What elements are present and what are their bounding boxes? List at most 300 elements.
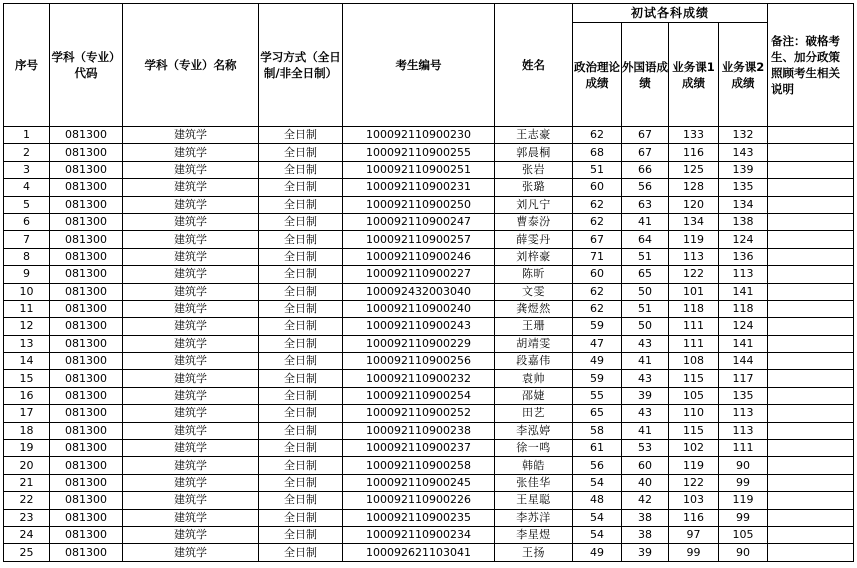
- cell-foreign: 51: [622, 300, 669, 317]
- cell-politics: 62: [573, 196, 622, 213]
- table-body: [4, 127, 854, 562]
- cell-study-mode: 全日制: [259, 422, 343, 439]
- cell-seq: 25: [4, 544, 50, 561]
- cell-subject-name: 建筑学: [123, 457, 259, 474]
- cell-seq: 7: [4, 231, 50, 248]
- cell-name: 邵婕: [495, 387, 573, 404]
- cell-exam-no: 100092110900237: [343, 440, 495, 457]
- cell-course1: 133: [669, 127, 719, 144]
- cell-study-mode: 全日制: [259, 196, 343, 213]
- cell-course1: 101: [669, 283, 719, 300]
- cell-note: [768, 353, 854, 370]
- cell-seq: 12: [4, 318, 50, 335]
- cell-exam-no: 100092110900243: [343, 318, 495, 335]
- cell-note: [768, 266, 854, 283]
- table-row: [4, 353, 854, 370]
- cell-subject-code: 081300: [50, 144, 123, 161]
- table-row: [4, 492, 854, 509]
- cell-study-mode: 全日制: [259, 474, 343, 491]
- cell-name: 李苏洋: [495, 509, 573, 526]
- table-row: [4, 544, 854, 561]
- cell-study-mode: 全日制: [259, 440, 343, 457]
- cell-name: 胡靖雯: [495, 335, 573, 352]
- cell-seq: 23: [4, 509, 50, 526]
- cell-exam-no: 100092110900250: [343, 196, 495, 213]
- cell-seq: 10: [4, 283, 50, 300]
- cell-foreign: 41: [622, 353, 669, 370]
- cell-seq: 18: [4, 422, 50, 439]
- cell-name: 李泓婷: [495, 422, 573, 439]
- cell-study-mode: 全日制: [259, 405, 343, 422]
- cell-subject-name: 建筑学: [123, 335, 259, 352]
- cell-foreign: 39: [622, 544, 669, 561]
- cell-exam-no: 100092110900226: [343, 492, 495, 509]
- cell-note: [768, 474, 854, 491]
- table-row: [4, 405, 854, 422]
- cell-course2: 141: [719, 335, 768, 352]
- cell-note: [768, 144, 854, 161]
- cell-note: [768, 509, 854, 526]
- cell-name: 李星煜: [495, 526, 573, 543]
- cell-subject-code: 081300: [50, 526, 123, 543]
- cell-seq: 21: [4, 474, 50, 491]
- cell-foreign: 43: [622, 335, 669, 352]
- cell-subject-name: 建筑学: [123, 248, 259, 265]
- cell-subject-code: 081300: [50, 509, 123, 526]
- cell-politics: 49: [573, 544, 622, 561]
- table-row: [4, 526, 854, 543]
- cell-subject-code: 081300: [50, 422, 123, 439]
- cell-course2: 90: [719, 457, 768, 474]
- cell-subject-code: 081300: [50, 231, 123, 248]
- cell-course1: 134: [669, 213, 719, 230]
- table-row: [4, 179, 854, 196]
- cell-exam-no: 100092432003040: [343, 283, 495, 300]
- cell-course1: 113: [669, 248, 719, 265]
- cell-study-mode: 全日制: [259, 248, 343, 265]
- cell-course1: 122: [669, 474, 719, 491]
- cell-name: 王星聪: [495, 492, 573, 509]
- cell-subject-code: 081300: [50, 127, 123, 144]
- cell-note: [768, 127, 854, 144]
- cell-name: 薛雯丹: [495, 231, 573, 248]
- cell-course2: 90: [719, 544, 768, 561]
- cell-note: [768, 440, 854, 457]
- cell-subject-name: 建筑学: [123, 353, 259, 370]
- cell-foreign: 51: [622, 248, 669, 265]
- table-row: [4, 196, 854, 213]
- header-subject-code: 学科（专业）代码: [50, 4, 123, 127]
- cell-politics: 49: [573, 353, 622, 370]
- cell-subject-name: 建筑学: [123, 144, 259, 161]
- header-name: 姓名: [495, 4, 573, 127]
- table-row: [4, 144, 854, 161]
- cell-note: [768, 492, 854, 509]
- cell-subject-name: 建筑学: [123, 440, 259, 457]
- cell-subject-code: 081300: [50, 266, 123, 283]
- cell-exam-no: 100092110900257: [343, 231, 495, 248]
- cell-course1: 102: [669, 440, 719, 457]
- header-exam-no: 考生编号: [343, 4, 495, 127]
- cell-note: [768, 544, 854, 561]
- cell-politics: 62: [573, 300, 622, 317]
- cell-subject-name: 建筑学: [123, 509, 259, 526]
- table-row: [4, 318, 854, 335]
- cell-seq: 9: [4, 266, 50, 283]
- table-row: [4, 213, 854, 230]
- cell-course1: 108: [669, 353, 719, 370]
- cell-note: [768, 196, 854, 213]
- table-row: [4, 283, 854, 300]
- cell-subject-name: 建筑学: [123, 422, 259, 439]
- cell-subject-name: 建筑学: [123, 196, 259, 213]
- cell-foreign: 67: [622, 127, 669, 144]
- cell-politics: 60: [573, 266, 622, 283]
- cell-exam-no: 100092110900240: [343, 300, 495, 317]
- cell-name: 段嘉伟: [495, 353, 573, 370]
- cell-course1: 110: [669, 405, 719, 422]
- cell-exam-no: 100092110900235: [343, 509, 495, 526]
- cell-name: 王珊: [495, 318, 573, 335]
- cell-course2: 144: [719, 353, 768, 370]
- cell-subject-name: 建筑学: [123, 405, 259, 422]
- cell-course2: 105: [719, 526, 768, 543]
- cell-name: 张岩: [495, 161, 573, 178]
- cell-study-mode: 全日制: [259, 544, 343, 561]
- cell-course1: 122: [669, 266, 719, 283]
- cell-foreign: 43: [622, 370, 669, 387]
- cell-subject-name: 建筑学: [123, 492, 259, 509]
- cell-foreign: 50: [622, 318, 669, 335]
- cell-study-mode: 全日制: [259, 161, 343, 178]
- cell-seq: 24: [4, 526, 50, 543]
- header-subject-name: 学科（专业）名称: [123, 4, 259, 127]
- cell-study-mode: 全日制: [259, 231, 343, 248]
- cell-subject-name: 建筑学: [123, 300, 259, 317]
- cell-politics: 60: [573, 179, 622, 196]
- cell-note: [768, 179, 854, 196]
- cell-name: 徐一鸣: [495, 440, 573, 457]
- cell-course1: 97: [669, 526, 719, 543]
- cell-course2: 136: [719, 248, 768, 265]
- cell-note: [768, 318, 854, 335]
- cell-course2: 141: [719, 283, 768, 300]
- cell-exam-no: 100092110900252: [343, 405, 495, 422]
- cell-politics: 54: [573, 474, 622, 491]
- cell-foreign: 63: [622, 196, 669, 213]
- cell-course1: 116: [669, 144, 719, 161]
- cell-course1: 99: [669, 544, 719, 561]
- cell-seq: 15: [4, 370, 50, 387]
- cell-study-mode: 全日制: [259, 492, 343, 509]
- cell-course2: 135: [719, 179, 768, 196]
- cell-note: [768, 300, 854, 317]
- cell-study-mode: 全日制: [259, 179, 343, 196]
- cell-name: 袁帅: [495, 370, 573, 387]
- cell-subject-code: 081300: [50, 474, 123, 491]
- cell-course1: 119: [669, 231, 719, 248]
- cell-course2: 111: [719, 440, 768, 457]
- cell-politics: 59: [573, 318, 622, 335]
- cell-seq: 1: [4, 127, 50, 144]
- table-row: [4, 300, 854, 317]
- cell-study-mode: 全日制: [259, 144, 343, 161]
- cell-foreign: 60: [622, 457, 669, 474]
- cell-course1: 116: [669, 509, 719, 526]
- cell-course2: 134: [719, 196, 768, 213]
- cell-course2: 113: [719, 405, 768, 422]
- cell-exam-no: 100092110900229: [343, 335, 495, 352]
- table-row: [4, 127, 854, 144]
- cell-subject-name: 建筑学: [123, 161, 259, 178]
- cell-seq: 6: [4, 213, 50, 230]
- cell-note: [768, 526, 854, 543]
- cell-note: [768, 231, 854, 248]
- cell-foreign: 67: [622, 144, 669, 161]
- cell-note: [768, 335, 854, 352]
- cell-study-mode: 全日制: [259, 266, 343, 283]
- table-row: [4, 422, 854, 439]
- cell-foreign: 50: [622, 283, 669, 300]
- cell-exam-no: 100092110900227: [343, 266, 495, 283]
- cell-foreign: 41: [622, 422, 669, 439]
- cell-note: [768, 457, 854, 474]
- cell-subject-code: 081300: [50, 335, 123, 352]
- cell-subject-name: 建筑学: [123, 231, 259, 248]
- cell-foreign: 42: [622, 492, 669, 509]
- cell-foreign: 64: [622, 231, 669, 248]
- table-row: [4, 440, 854, 457]
- cell-course2: 117: [719, 370, 768, 387]
- cell-study-mode: 全日制: [259, 300, 343, 317]
- cell-course2: 99: [719, 509, 768, 526]
- cell-subject-code: 081300: [50, 179, 123, 196]
- cell-course1: 125: [669, 161, 719, 178]
- cell-foreign: 40: [622, 474, 669, 491]
- cell-exam-no: 100092110900254: [343, 387, 495, 404]
- cell-name: 陈昕: [495, 266, 573, 283]
- cell-seq: 2: [4, 144, 50, 161]
- header-study-mode: 学习方式（全日制/非全日制）: [259, 4, 343, 127]
- cell-exam-no: 100092110900232: [343, 370, 495, 387]
- cell-politics: 54: [573, 509, 622, 526]
- cell-note: [768, 370, 854, 387]
- table-row: [4, 161, 854, 178]
- cell-foreign: 39: [622, 387, 669, 404]
- cell-politics: 54: [573, 526, 622, 543]
- score-table: [3, 3, 854, 562]
- cell-name: 王扬: [495, 544, 573, 561]
- cell-foreign: 41: [622, 213, 669, 230]
- header-seq: 序号: [4, 4, 50, 127]
- cell-subject-name: 建筑学: [123, 474, 259, 491]
- cell-subject-name: 建筑学: [123, 283, 259, 300]
- cell-course1: 111: [669, 335, 719, 352]
- cell-study-mode: 全日制: [259, 213, 343, 230]
- cell-subject-code: 081300: [50, 213, 123, 230]
- cell-course2: 143: [719, 144, 768, 161]
- cell-exam-no: 100092110900231: [343, 179, 495, 196]
- cell-course2: 99: [719, 474, 768, 491]
- cell-politics: 48: [573, 492, 622, 509]
- cell-course2: 132: [719, 127, 768, 144]
- cell-seq: 11: [4, 300, 50, 317]
- cell-subject-code: 081300: [50, 353, 123, 370]
- cell-subject-name: 建筑学: [123, 370, 259, 387]
- cell-subject-code: 081300: [50, 300, 123, 317]
- cell-name: 文雯: [495, 283, 573, 300]
- cell-exam-no: 100092110900247: [343, 213, 495, 230]
- cell-foreign: 43: [622, 405, 669, 422]
- cell-note: [768, 213, 854, 230]
- cell-name: 刘凡宁: [495, 196, 573, 213]
- cell-subject-name: 建筑学: [123, 127, 259, 144]
- cell-foreign: 56: [622, 179, 669, 196]
- cell-course2: 135: [719, 387, 768, 404]
- cell-note: [768, 405, 854, 422]
- table-row: [4, 387, 854, 404]
- cell-course2: 113: [719, 422, 768, 439]
- cell-course1: 118: [669, 300, 719, 317]
- cell-name: 郭晨桐: [495, 144, 573, 161]
- cell-study-mode: 全日制: [259, 457, 343, 474]
- cell-course2: 119: [719, 492, 768, 509]
- cell-seq: 4: [4, 179, 50, 196]
- cell-seq: 3: [4, 161, 50, 178]
- cell-name: 龚煜然: [495, 300, 573, 317]
- cell-seq: 8: [4, 248, 50, 265]
- cell-subject-code: 081300: [50, 405, 123, 422]
- cell-name: 韩皓: [495, 457, 573, 474]
- cell-exam-no: 100092110900256: [343, 353, 495, 370]
- cell-course2: 118: [719, 300, 768, 317]
- header-note: 备注：破格考生、加分政策照顾考生相关说明: [768, 4, 854, 127]
- cell-subject-name: 建筑学: [123, 544, 259, 561]
- cell-study-mode: 全日制: [259, 335, 343, 352]
- cell-course1: 111: [669, 318, 719, 335]
- cell-subject-name: 建筑学: [123, 179, 259, 196]
- cell-name: 张佳华: [495, 474, 573, 491]
- cell-course1: 103: [669, 492, 719, 509]
- cell-study-mode: 全日制: [259, 127, 343, 144]
- cell-foreign: 66: [622, 161, 669, 178]
- cell-exam-no: 100092110900246: [343, 248, 495, 265]
- cell-exam-no: 100092110900238: [343, 422, 495, 439]
- header-politics: 政治理论成绩: [573, 23, 622, 127]
- cell-name: 张璐: [495, 179, 573, 196]
- cell-note: [768, 161, 854, 178]
- cell-name: 曹泰汾: [495, 213, 573, 230]
- cell-course1: 115: [669, 422, 719, 439]
- table-row: [4, 370, 854, 387]
- cell-subject-code: 081300: [50, 161, 123, 178]
- cell-politics: 65: [573, 405, 622, 422]
- cell-name: 田艺: [495, 405, 573, 422]
- cell-seq: 19: [4, 440, 50, 457]
- cell-study-mode: 全日制: [259, 318, 343, 335]
- cell-study-mode: 全日制: [259, 526, 343, 543]
- cell-seq: 16: [4, 387, 50, 404]
- cell-politics: 68: [573, 144, 622, 161]
- cell-exam-no: 100092110900234: [343, 526, 495, 543]
- cell-subject-code: 081300: [50, 457, 123, 474]
- header-course1: 业务课1成绩: [669, 23, 719, 127]
- cell-subject-code: 081300: [50, 248, 123, 265]
- cell-subject-name: 建筑学: [123, 387, 259, 404]
- cell-politics: 62: [573, 127, 622, 144]
- cell-exam-no: 100092110900230: [343, 127, 495, 144]
- cell-politics: 55: [573, 387, 622, 404]
- cell-politics: 59: [573, 370, 622, 387]
- table-row: [4, 266, 854, 283]
- cell-subject-code: 081300: [50, 283, 123, 300]
- cell-course1: 120: [669, 196, 719, 213]
- cell-note: [768, 422, 854, 439]
- table-row: [4, 248, 854, 265]
- table-row: [4, 474, 854, 491]
- header-score-group: 初试各科成绩: [573, 4, 768, 23]
- cell-subject-code: 081300: [50, 370, 123, 387]
- cell-politics: 58: [573, 422, 622, 439]
- cell-subject-code: 081300: [50, 196, 123, 213]
- cell-politics: 51: [573, 161, 622, 178]
- header-foreign: 外国语成绩: [622, 23, 669, 127]
- cell-note: [768, 283, 854, 300]
- cell-study-mode: 全日制: [259, 387, 343, 404]
- cell-study-mode: 全日制: [259, 283, 343, 300]
- cell-course2: 124: [719, 231, 768, 248]
- cell-subject-name: 建筑学: [123, 318, 259, 335]
- cell-seq: 13: [4, 335, 50, 352]
- cell-course1: 105: [669, 387, 719, 404]
- cell-course1: 115: [669, 370, 719, 387]
- cell-seq: 5: [4, 196, 50, 213]
- cell-course2: 138: [719, 213, 768, 230]
- cell-subject-name: 建筑学: [123, 526, 259, 543]
- cell-study-mode: 全日制: [259, 370, 343, 387]
- cell-foreign: 65: [622, 266, 669, 283]
- cell-subject-code: 081300: [50, 440, 123, 457]
- cell-seq: 22: [4, 492, 50, 509]
- cell-subject-code: 081300: [50, 492, 123, 509]
- cell-foreign: 38: [622, 509, 669, 526]
- cell-exam-no: 100092110900255: [343, 144, 495, 161]
- cell-course2: 139: [719, 161, 768, 178]
- cell-politics: 62: [573, 283, 622, 300]
- cell-subject-name: 建筑学: [123, 266, 259, 283]
- cell-seq: 17: [4, 405, 50, 422]
- table-row: [4, 231, 854, 248]
- cell-politics: 67: [573, 231, 622, 248]
- table-row: [4, 457, 854, 474]
- cell-foreign: 38: [622, 526, 669, 543]
- table-row: [4, 509, 854, 526]
- cell-name: 王志豪: [495, 127, 573, 144]
- cell-exam-no: 100092110900245: [343, 474, 495, 491]
- table-header: [4, 4, 854, 127]
- cell-note: [768, 387, 854, 404]
- table-row: [4, 335, 854, 352]
- cell-seq: 14: [4, 353, 50, 370]
- cell-politics: 47: [573, 335, 622, 352]
- cell-politics: 71: [573, 248, 622, 265]
- cell-subject-code: 081300: [50, 544, 123, 561]
- cell-subject-code: 081300: [50, 387, 123, 404]
- cell-seq: 20: [4, 457, 50, 474]
- cell-exam-no: 100092110900258: [343, 457, 495, 474]
- cell-subject-code: 081300: [50, 318, 123, 335]
- cell-exam-no: 100092621103041: [343, 544, 495, 561]
